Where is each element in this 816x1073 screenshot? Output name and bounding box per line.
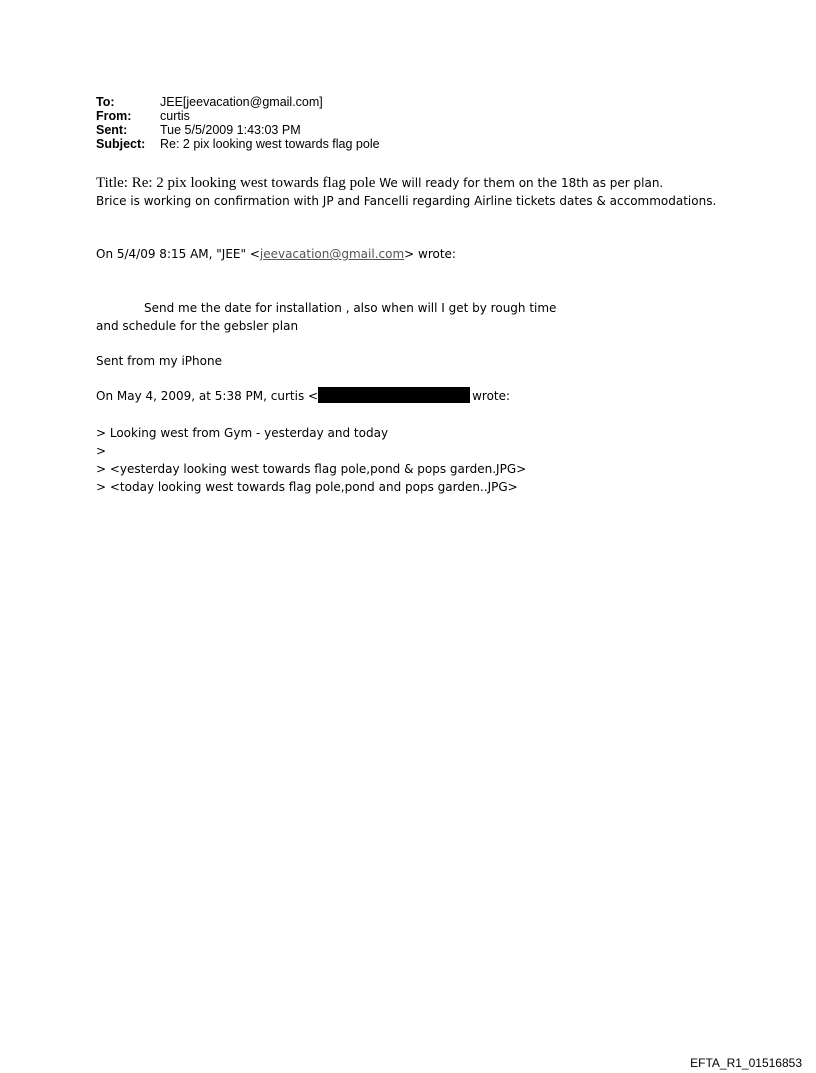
subject-row	[96, 137, 380, 151]
quoted-line: > <today looking west towards flag pole,pond and pops garden..JPG>	[96, 480, 518, 494]
body-line-2: Brice is working on confirmation with JP and Fancelli regarding Airline tickets dates & accommodations.	[96, 194, 717, 208]
quote1-suffix: > wrote:	[404, 247, 456, 261]
quote-header-2	[96, 387, 510, 405]
sent-value: Tue 5/5/2009 1:43:03 PM	[160, 123, 301, 137]
email-link[interactable]: jeevacation@gmail.com	[259, 247, 405, 261]
message-line-1	[96, 299, 556, 317]
message-line-2: and schedule for the gebsler plan	[96, 319, 299, 333]
body-line-1: We will ready for them on the 18th as per plan.	[375, 176, 664, 190]
redaction-box	[318, 387, 470, 403]
subject-label: Subject:	[96, 137, 146, 151]
quote2-prefix: On May 4, 2009, at 5:38 PM, curtis <	[96, 389, 319, 403]
to-label: To:	[96, 95, 115, 109]
signature: Sent from my iPhone	[96, 354, 222, 368]
sent-label: Sent:	[96, 123, 128, 137]
from-value: curtis	[160, 109, 190, 123]
from-label: From:	[96, 109, 132, 123]
quoted-line: > <yesterday looking west towards flag pole,pond & pops garden.JPG>	[96, 462, 527, 476]
to-row	[96, 95, 380, 109]
email-header	[96, 95, 380, 151]
quote1-prefix: On 5/4/09 8:15 AM, "JEE" <	[96, 247, 260, 261]
body-title-line	[96, 174, 796, 192]
body-title: Title: Re: 2 pix looking west towards flag pole	[96, 175, 376, 191]
to-value: JEE[jeevacation@gmail.com]	[160, 95, 323, 109]
quote2-suffix: wrote:	[472, 389, 511, 403]
quote-header-1	[96, 245, 456, 263]
subject-value: Re: 2 pix looking west towards flag pole	[160, 137, 380, 151]
document-id: EFTA_R1_01516853	[690, 1056, 802, 1070]
quoted-line: >	[96, 444, 107, 458]
sent-row	[96, 123, 380, 137]
quoted-line: > Looking west from Gym - yesterday and today	[96, 426, 389, 440]
from-row	[96, 109, 380, 123]
message-text-1: Send me the date for installation , also when will I get by rough time	[144, 301, 557, 315]
